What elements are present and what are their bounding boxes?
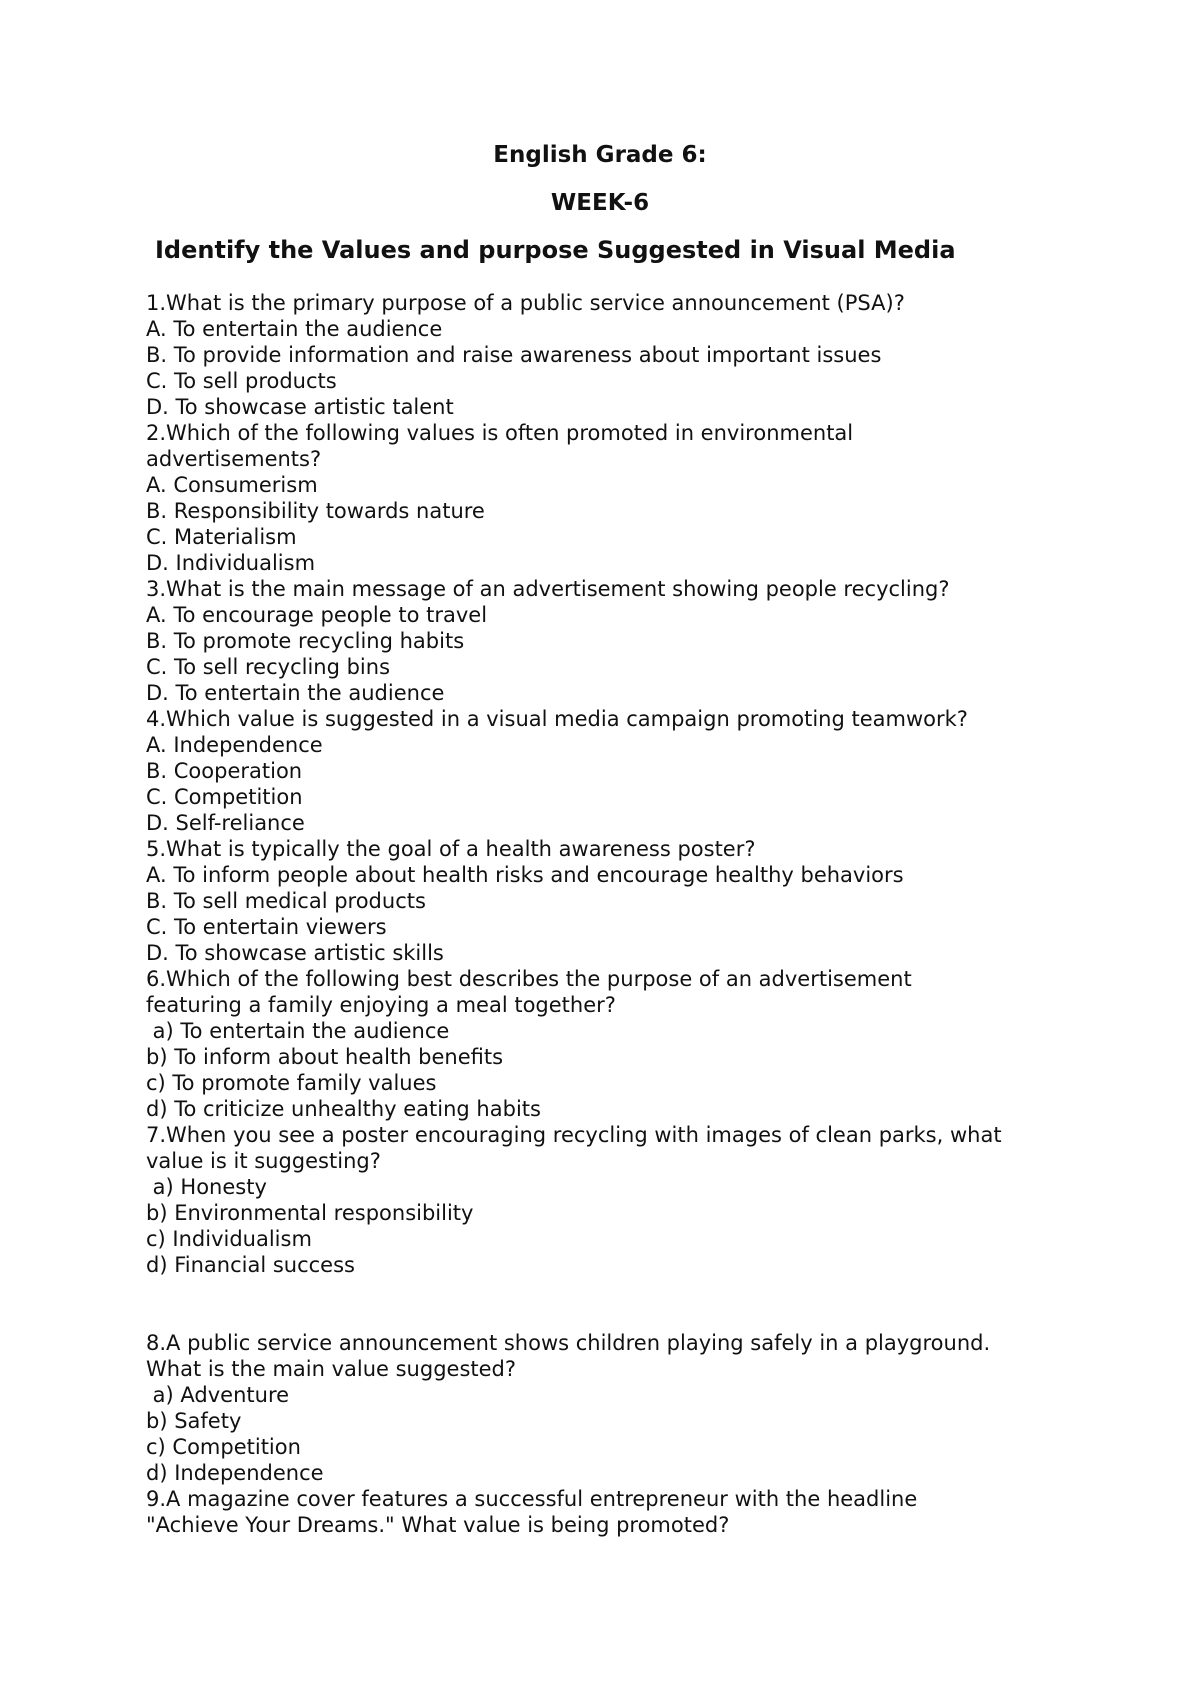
question-text: 9.A magazine cover features a successful entrepreneur with the headline bbox=[146, 1487, 918, 1511]
answer-option: A. Independence bbox=[146, 733, 323, 757]
answer-option: b) Environmental responsibility bbox=[146, 1201, 474, 1225]
answer-option: D. To entertain the audience bbox=[146, 681, 445, 705]
answer-option: C. To entertain viewers bbox=[146, 915, 387, 939]
answer-option: b) Safety bbox=[146, 1409, 242, 1433]
answer-option: B. To sell medical products bbox=[146, 889, 426, 913]
answer-option: A. To inform people about health risks and encourage healthy behaviors bbox=[146, 863, 904, 887]
answer-option: D. To showcase artistic talent bbox=[146, 395, 454, 419]
question-text: 2.Which of the following values is often promoted in environmental bbox=[146, 421, 854, 445]
question-item bbox=[146, 836, 1086, 966]
question-text-continued: "Achieve Your Dreams." What value is being promoted? bbox=[146, 1513, 730, 1537]
answer-option: D. Individualism bbox=[146, 551, 316, 575]
answer-option: d) Financial success bbox=[146, 1253, 355, 1277]
question-item bbox=[146, 1486, 1086, 1538]
answer-option: A. To entertain the audience bbox=[146, 317, 443, 341]
question-item bbox=[146, 1122, 1086, 1278]
answer-option: C. To sell products bbox=[146, 369, 337, 393]
title-block bbox=[0, 140, 1200, 266]
answer-option: c) Competition bbox=[146, 1435, 301, 1459]
answer-option: C. Materialism bbox=[146, 525, 297, 549]
question-text: 4.Which value is suggested in a visual media campaign promoting teamwork? bbox=[146, 707, 968, 731]
answer-option: C. To sell recycling bins bbox=[146, 655, 391, 679]
lesson-heading: Identify the Values and purpose Suggested in Visual Media bbox=[155, 236, 956, 264]
answer-option: A. To encourage people to travel bbox=[146, 603, 488, 627]
question-item bbox=[146, 1330, 1086, 1486]
question-text: 3.What is the main message of an advertisement showing people recycling? bbox=[146, 577, 950, 601]
question-item bbox=[146, 576, 1086, 706]
question-text: 6.Which of the following best describes the purpose of an advertisement bbox=[146, 967, 912, 991]
answer-option: B. Responsibility towards nature bbox=[146, 499, 485, 523]
answer-option: D. Self-reliance bbox=[146, 811, 305, 835]
answer-option: D. To showcase artistic skills bbox=[146, 941, 444, 965]
question-text: 5.What is typically the goal of a health awareness poster? bbox=[146, 837, 756, 861]
question-text: 7.When you see a poster encouraging recycling with images of clean parks, what bbox=[146, 1123, 1002, 1147]
answer-option: d) To criticize unhealthy eating habits bbox=[146, 1097, 541, 1121]
blank-space bbox=[146, 1278, 1086, 1330]
question-text-continued: featuring a family enjoying a meal together? bbox=[146, 993, 616, 1017]
answer-option: B. To promote recycling habits bbox=[146, 629, 465, 653]
question-list bbox=[146, 290, 1086, 1538]
answer-option: A. Consumerism bbox=[146, 473, 318, 497]
answer-option: c) Individualism bbox=[146, 1227, 312, 1251]
answer-option: a) To entertain the audience bbox=[146, 1019, 450, 1043]
week-label: WEEK-6 bbox=[550, 190, 650, 216]
question-item bbox=[146, 966, 1086, 1122]
answer-option: c) To promote family values bbox=[146, 1071, 437, 1095]
answer-option: C. Competition bbox=[146, 785, 303, 809]
answer-option: B. To provide information and raise awareness about important issues bbox=[146, 343, 882, 367]
answer-option: a) Honesty bbox=[146, 1175, 267, 1199]
answer-option: b) To inform about health benefits bbox=[146, 1045, 504, 1069]
document-title: English Grade 6: bbox=[493, 142, 707, 168]
question-text: 8.A public service announcement shows children playing safely in a playground. bbox=[146, 1331, 991, 1355]
question-text-continued: value is it suggesting? bbox=[146, 1149, 381, 1173]
answer-option: B. Cooperation bbox=[146, 759, 303, 783]
question-item bbox=[146, 420, 1086, 576]
question-item bbox=[146, 290, 1086, 420]
question-text: 1.What is the primary purpose of a public service announcement (PSA)? bbox=[146, 291, 905, 315]
answer-option: a) Adventure bbox=[146, 1383, 290, 1407]
question-item bbox=[146, 706, 1086, 836]
question-text-continued: What is the main value suggested? bbox=[146, 1357, 517, 1381]
answer-option: d) Independence bbox=[146, 1461, 324, 1485]
question-text-continued: advertisements? bbox=[146, 447, 322, 471]
